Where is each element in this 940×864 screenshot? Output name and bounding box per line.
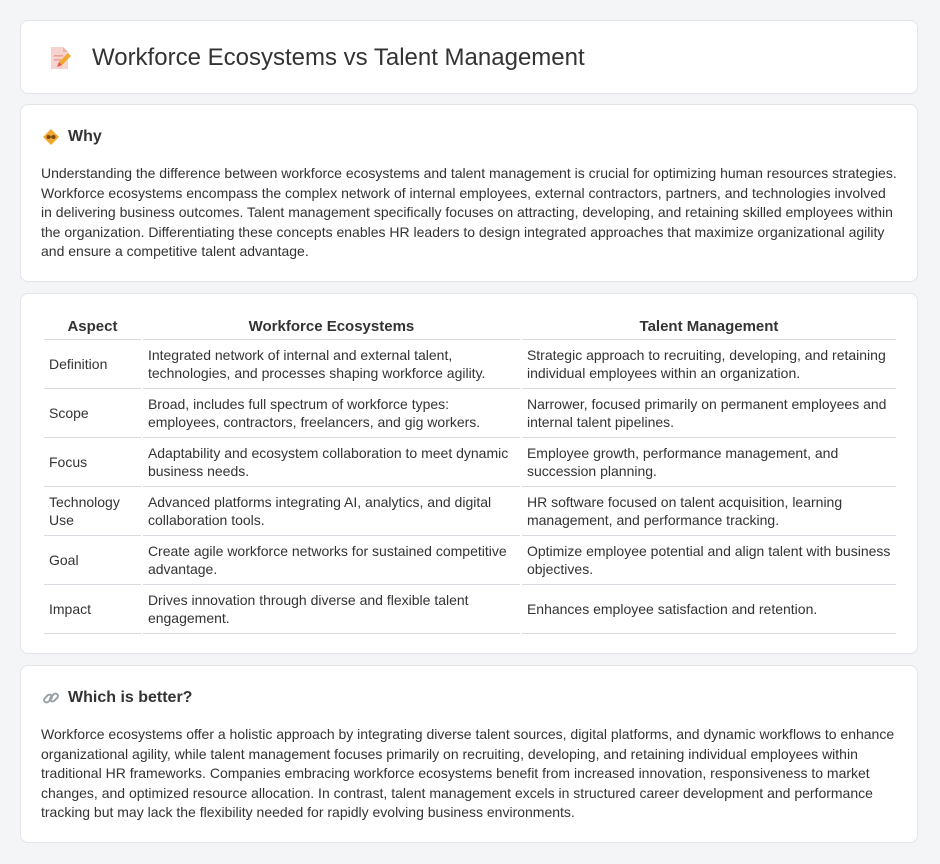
aspect-cell: Impact <box>44 585 141 634</box>
aspect-cell: Definition <box>44 340 141 389</box>
talent-cell: Optimize employee potential and align talent with business objectives. <box>522 536 896 585</box>
handshake-diamond-icon <box>42 128 60 146</box>
column-header-talent-management: Talent Management <box>522 316 896 340</box>
better-heading: Which is better? <box>68 689 193 706</box>
table-row <box>44 487 896 536</box>
ecosystems-cell: Integrated network of internal and external talent, technologies, and processes shaping workforce agility. <box>143 340 520 389</box>
why-section <box>20 104 918 282</box>
table-row <box>44 585 896 634</box>
why-heading: Why <box>68 128 102 145</box>
table-header-row <box>44 316 896 340</box>
document-edit-icon <box>47 45 73 71</box>
ecosystems-cell: Drives innovation through diverse and flexible talent engagement. <box>143 585 520 634</box>
better-paragraph: Workforce ecosystems offer a holistic approach by integrating diverse talent sources, digital platforms, and dynamic workflows to enhance organizational agility, while talent management focuses primarily on recruiting, developing, and retaining individual employees within traditional HR frameworks. Companies embracing workforce ecosystems benefit from increased innovation, responsiveness to market changes, and optimized resource allocation. In contrast, talent management excels in structured career development and performance tracking but may lack the flexibility needed for rapidly evolving business environments. <box>41 726 895 820</box>
talent-cell: Strategic approach to recruiting, developing, and retaining individual employees within an organization. <box>522 340 896 389</box>
table-row <box>44 438 896 487</box>
ecosystems-cell: Adaptability and ecosystem collaboration to meet dynamic business needs. <box>143 438 520 487</box>
aspect-cell: Technology Use <box>44 487 141 536</box>
column-header-workforce-ecosystems: Workforce Ecosystems <box>143 316 520 340</box>
ecosystems-cell: Create agile workforce networks for sustained competitive advantage. <box>143 536 520 585</box>
which-is-better-section <box>20 665 918 843</box>
table-row <box>44 389 896 438</box>
talent-cell: Employee growth, performance management, and succession planning. <box>522 438 896 487</box>
aspect-cell: Focus <box>44 438 141 487</box>
why-paragraph: Understanding the difference between workforce ecosystems and talent management is crucial for optimizing human resources strategies. Workforce ecosystems encompass the complex network of internal employees, external contractors, partners, and technologies involved in delivering business outcomes. Talent management specifically focuses on attracting, developing, and retaining skilled employees within the organization. Differentiating these concepts enables HR leaders to design integrated approaches that maximize organizational agility and ensure a competitive talent advantage. <box>41 165 897 259</box>
ecosystems-cell: Advanced platforms integrating AI, analytics, and digital collaboration tools. <box>143 487 520 536</box>
aspect-cell: Goal <box>44 536 141 585</box>
comparison-section <box>20 293 918 654</box>
title-card <box>20 20 918 94</box>
aspect-cell: Scope <box>44 389 141 438</box>
why-header <box>42 126 102 148</box>
better-header <box>42 687 192 709</box>
column-header-aspect: Aspect <box>44 316 141 340</box>
talent-cell: Enhances employee satisfaction and retention. <box>522 585 896 634</box>
page-title: Workforce Ecosystems vs Talent Management <box>92 44 585 71</box>
link-icon <box>42 689 60 707</box>
table-row <box>44 340 896 389</box>
ecosystems-cell: Broad, includes full spectrum of workforce types: employees, contractors, freelancers, and gig workers. <box>143 389 520 438</box>
talent-cell: HR software focused on talent acquisition, learning management, and performance tracking. <box>522 487 896 536</box>
comparison-table <box>42 316 898 634</box>
table-row <box>44 536 896 585</box>
talent-cell: Narrower, focused primarily on permanent employees and internal talent pipelines. <box>522 389 896 438</box>
